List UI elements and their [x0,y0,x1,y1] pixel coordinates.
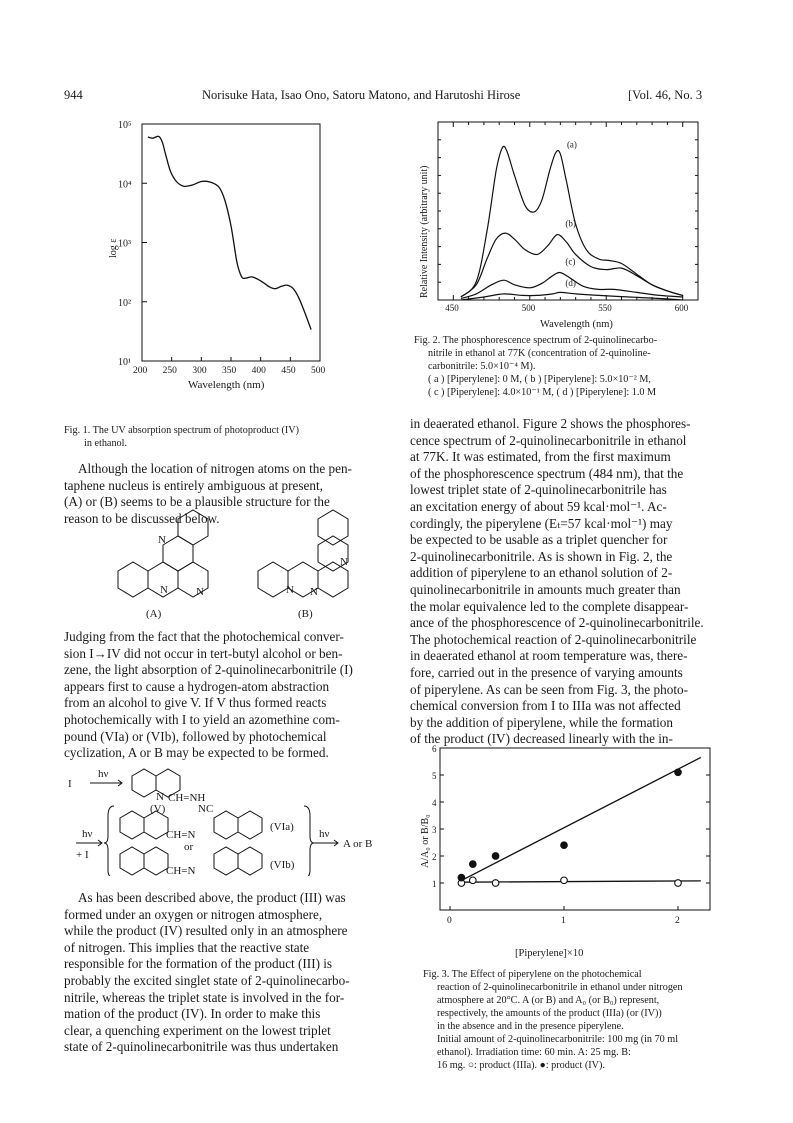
figure-3-piperylene-effect [410,740,720,930]
hv-label: hν [82,828,93,840]
text-line: Although the location of nitrogen atoms on the pen- [78,461,352,476]
fig1-ytick-label: 10³ [118,238,131,250]
fig2-xtick-label: 500 [521,303,536,313]
text-line: ance of the phosphorescence of 2-quinolinecarbonitrile. [410,615,704,631]
text-line: cence spectrum of 2-quinolinecarbonitrile in ethanol [410,432,687,448]
ring [163,536,193,571]
CH=NH-group: CH=NH [168,792,206,804]
fig1-ytick-label: 10² [118,297,131,309]
NC-group: NC [198,803,214,815]
fig3-xtick-label: 1 [561,916,566,926]
reactant-I: I [68,778,72,790]
fig3-ytick-label: 3 [432,825,437,835]
text-line: of nitrogen. This implies that the reactive state [64,939,310,955]
fig3-point-product-IIIa [561,877,568,884]
text-line: taphene nucleus is entirely ambiguous at present, [64,477,323,493]
text-line: an excitation energy of about 59 kcal·mol⁻¹. Ac- [410,498,667,514]
figure-1-uv-spectrum [80,118,370,416]
fig3-caption-line: 16 mg. ○: product (IIIa). ●: product (IV). [437,1060,605,1071]
page-number: 944 [64,88,83,102]
text-line: formed under an oxygen or nitrogen atmosphere, [64,906,323,922]
nitrogen-label: N [160,584,168,596]
fig3-caption [423,968,743,1072]
compound-VIb-label: (VIb) [270,859,295,871]
right-paragraph-1 [410,416,730,748]
fig3-ytick-label: 2 [432,852,437,862]
fig3-point-product-IIIa [675,880,682,887]
ring [144,847,168,875]
left-brace [104,806,114,876]
text-line: pound (VIa) or (VIb), followed by photochemical [64,728,327,744]
fig1-xtick-label: 400 [251,366,266,376]
nitrogen-label: N [310,586,318,598]
nitrogen-label: N [340,556,348,568]
fig3-ytick-label: 6 [432,744,437,754]
fig2-curve-label: (a) [566,139,577,150]
nitrogen-label: N [158,534,166,546]
fig2-xlabel: Wavelength (nm) [540,319,613,330]
text-line: in deaerated ethanol. Figure 2 shows the phosphores- [410,416,691,431]
fig3-point-product-IIIa [470,877,477,884]
ring [238,811,262,839]
text-line: chemical conversion from I to IIIa was not affected [410,698,681,714]
text-line: mation of the product (IV). In order to make this [64,1006,321,1022]
hv-label: hν [98,768,109,780]
text-line: photochemically with I to yield an azomethine com- [64,711,340,727]
ring [132,769,156,797]
fig3-point-product-IV [561,842,568,849]
text-line: while the product (IV) resulted only in an atmosphere [64,923,348,939]
fig3-ytick-label: 1 [432,879,437,889]
fig2-xtick-label: 550 [598,303,612,313]
fig3-caption-line: respectively, the amounts of the product (IIIa) (or (IV)) [437,1008,662,1019]
text-line: of the product (IV) decreased linearly with the in- [410,731,673,747]
fig2-curve-label: (b) [565,218,576,229]
fig2-curve-label: (c) [565,256,576,267]
ring [144,811,168,839]
fig3-caption-line: ethanol). Irradiation time: 60 min. A: 25 mg. B: [437,1047,631,1058]
fig3-xlabel: [Piperylene]×10 [515,948,584,959]
fig2-curve-d [461,292,683,300]
reaction-scheme [64,766,394,876]
text-line: by the addition of piperylene, while the formation [410,714,673,730]
text-line: be expected to be usable as a triplet quencher for [410,532,668,548]
nitrogen-label: N [156,791,164,803]
ring [214,811,238,839]
product-A-or-B: A or B [343,838,373,850]
text-line: probably the excited singlet state of 2-quinolinecarbo- [64,972,350,988]
nitrogen-label: N [196,586,204,598]
text-line: fore, carried out in the presence of varying amounts [410,664,683,680]
right-brace [304,806,314,876]
fig2-xtick-label: 600 [674,303,689,313]
text-line: The photochemical reaction of 2-quinolinecarbonitrile [410,631,697,647]
figure-2-phosphorescence-spectrum [410,116,710,338]
fig2-curve-label: (d) [565,277,576,288]
fig3-point-product-IV [492,853,499,860]
fig1-caption-line1: Fig. 1. The UV absorption spectrum of photoproduct (IV) [64,425,300,436]
text-line: quinolinecarbonitrile in amounts much greater than [410,581,681,597]
fig3-caption-line: atmosphere at 20°C. A (or B) and A₀ (or B₀) represent, [437,995,660,1006]
fig2-curves [461,140,683,300]
CH=N-group: CH=N [166,865,196,876]
fig1-xlabel: Wavelength (nm) [188,379,265,391]
or-label: or [184,841,194,853]
fig3-point-product-IV [675,769,682,776]
fig2-caption-line: Fig. 2. The phosphorescence spectrum of 2-quinolinecarbo- [414,335,658,346]
running-header-volume: [Vol. 46, No. 3 [628,88,703,102]
compound-VIa-label: (VIa) [270,821,294,833]
ring [118,562,148,597]
ring [120,847,144,875]
left-paragraph-2 [64,629,388,762]
text-line: the molar equivalence led to the complete disappear- [410,598,689,614]
text-line: responsible for the formation of the product (III) is [64,956,333,972]
structure-A-label: (A) [146,608,162,620]
text-line: from an alcohol to give V. If V thus formed reacts [64,695,327,711]
fig3-caption-line: in the absence and in the presence piperylene. [437,1021,624,1032]
fig3-caption-line: Initial amount of 2-quinolinecarbonitrile: 100 mg (in 70 ml [437,1034,679,1045]
plus-I-label: + I [76,849,89,861]
text-line: of piperylene. As can be seen from Fig. 3, the photo- [410,681,688,697]
fig1-caption-line2: in ethanol. [84,438,128,449]
text-line: cordingly, the piperylene (Eₜ=57 kcal·mol⁻¹) may [410,515,673,531]
fig3-caption-line: Fig. 3. The Effect of piperylene on the photochemical [423,969,642,980]
compound-V-label: (V) [150,803,166,815]
structures-A-and-B [100,505,390,625]
fig2-caption-line: ( a ) [Piperylene]: 0 M, ( b ) [Piperylene]: 5.0×10⁻² M, [428,374,651,385]
fig1-xtick-label: 200 [133,366,148,376]
ring [258,562,288,597]
fig1-absorption-curve [148,136,311,329]
ring [178,510,208,545]
fig1-xtick-label: 300 [192,366,207,376]
text-line: cyclization, A or B may be expected to be formed. [64,745,329,761]
fig1-xtick-label: 350 [222,366,237,376]
fig1-xtick-label: 500 [311,366,326,376]
nitrogen-label: N [286,584,294,596]
fig1-ylabel: log ε [108,238,119,258]
fig3-ticks [432,744,710,926]
text-line: As has been described above, the product (III) was [78,890,346,905]
fig3-caption-line: reaction of 2-quinolinecarbonitrile in ethanol under nitrogen [437,982,683,993]
ring [214,847,238,875]
hv-label: hν [319,828,330,840]
fig3-point-product-IV [458,874,465,881]
fig3-ytick-label: 4 [432,798,437,808]
fig2-xtick-label: 450 [445,303,459,313]
text-line: (A) or (B) seems to be a plausible structure for the [64,494,330,510]
text-line: reason to be discussed below. [64,510,220,526]
ring [120,811,144,839]
fig1-frame [142,124,320,361]
structure-B-label: (B) [298,608,313,620]
fig3-marks [458,757,701,886]
text-line: in deaerated ethanol at room temperature was, there- [410,648,688,664]
text-line: lowest triplet state of 2-quinolinecarbonitrile has [410,482,667,498]
fig2-caption [414,334,734,399]
ring [318,510,348,545]
fig3-point-product-IV [470,861,477,868]
fig1-xtick-label: 250 [162,366,177,376]
CH=N-group: CH=N [166,829,196,841]
text-line: appears first to cause a hydrogen-atom abstraction [64,678,330,694]
fig1-xtick-label: 450 [281,366,296,376]
fig3-fit-line [459,757,701,881]
text-line: 2-quinolinecarbonitrile. As is shown in Fig. 2, the [410,548,673,564]
fig2-caption-line: nitrile in ethanol at 77K (concentration of 2-quinoline- [428,348,651,359]
fig2-ylabel: Relative Intensity (arbitrary unit) [419,165,430,298]
fig3-point-product-IIIa [492,880,499,887]
fig2-caption-line: ( c ) [Piperylene]: 4.0×10⁻¹ M, ( d ) [Piperylene]: 1.0 M [428,387,657,398]
running-header-authors: Norisuke Hata, Isao Ono, Satoru Matono, and Harutoshi Hirose [202,88,521,102]
text-line: clear, a quenching experiment on the lowest triplet [64,1022,331,1038]
fig3-ylabel: A/A₀ or B/B₀ [420,814,431,868]
text-line: sion I→IV did not occur in tert-butyl alcohol or ben- [64,645,343,661]
text-line: at 77K. It was estimated, from the first maximum [410,449,671,465]
text-line: addition of piperylene to an ethanol solution of 2- [410,565,673,581]
text-line: Judging from the fact that the photochemical conver- [64,629,344,644]
text-line: nitrile, whereas the triplet state is involved in the for- [64,989,345,1005]
fig1-ytick-label: 10¹ [118,357,131,368]
fig3-xtick-label: 2 [675,916,680,926]
fig1-ticks [118,120,326,376]
fig1-ytick-label: 10⁴ [118,179,132,191]
text-line: zene, the light absorption of 2-quinolinecarbonitrile (I) [64,662,353,678]
fig3-ytick-label: 5 [432,771,437,781]
text-line: of the phosphorescence spectrum (484 nm), that the [410,465,684,481]
text-line: state of 2-quinolinecarbonitrile was thus undertaken [64,1039,339,1055]
left-paragraph-3 [64,890,388,1056]
fig3-frame [440,748,710,910]
fig3-xtick-label: 0 [447,916,452,926]
fig1-ytick-label: 10⁵ [118,120,132,131]
fig2-caption-line: carbonitrile: 5.0×10⁻⁴ M). [428,361,536,372]
ring [238,847,262,875]
